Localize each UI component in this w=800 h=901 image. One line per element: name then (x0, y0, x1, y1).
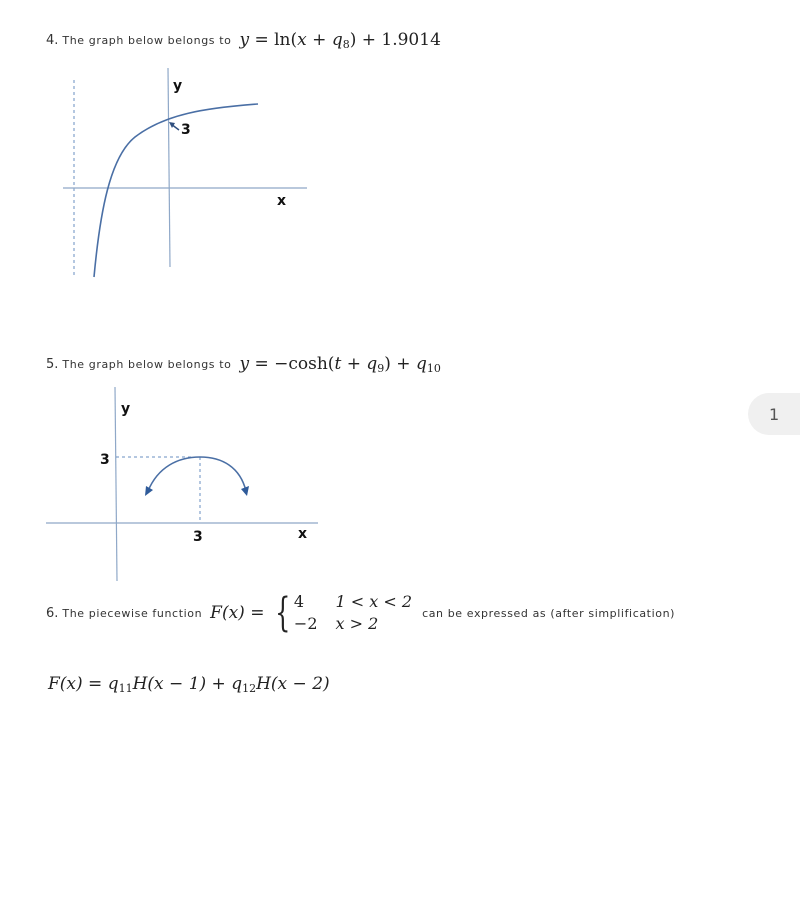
question-5-graph (40, 385, 330, 585)
y-axis-label: y (121, 401, 131, 417)
log-curve (94, 104, 258, 277)
piecewise-definition (268, 591, 412, 635)
x-tick-label: 3 (193, 529, 203, 545)
question-5-heading (46, 354, 441, 375)
question-4-number: 4. (46, 33, 59, 48)
case-2-condition: x > 2 (335, 614, 379, 633)
question-6-prompt: The piecewise function (62, 606, 203, 620)
x-axis-label: x (298, 526, 308, 542)
question-5-equation: $y = -\cosh(t + q_9) + q_{10}$ (239, 354, 441, 375)
right-arrowhead (241, 486, 249, 496)
case-1-value: 4 (293, 592, 305, 611)
piecewise-cases (294, 591, 412, 635)
left-brace: { (275, 590, 291, 636)
question-6-heading (46, 591, 683, 635)
question-5-number: 5. (46, 357, 59, 372)
question-4-prompt: The graph below belongs to (62, 34, 232, 47)
case-1-condition: 1 < x < 2 (335, 592, 413, 611)
annotation-label: 3 (181, 122, 191, 138)
piecewise-lhs: F(x) = (210, 603, 265, 623)
cosh-curve (148, 457, 246, 491)
page-number-badge[interactable] (748, 393, 800, 435)
question-6-suffix: can be expressed as (after simplification) (422, 606, 676, 620)
case-2-value: −2 (293, 614, 318, 633)
answer-expression: $F(x) = q_{11}H(x - 1) + q_{12}H(x - 2)$ (48, 674, 330, 695)
question-5-prompt: The graph below belongs to (62, 358, 232, 371)
y-axis-label: y (173, 78, 183, 94)
question-6-number: 6. (46, 605, 59, 621)
question-4-heading (46, 30, 441, 51)
y-tick-label: 3 (100, 452, 110, 468)
question-4-graph (55, 62, 325, 287)
y-axis (115, 387, 117, 581)
x-axis-label: x (277, 193, 287, 209)
question-4-equation: $y = \ln(x + q_8) + 1.9014$ (239, 30, 441, 51)
page-number-label: 1 (769, 404, 780, 424)
y-axis (168, 68, 170, 267)
